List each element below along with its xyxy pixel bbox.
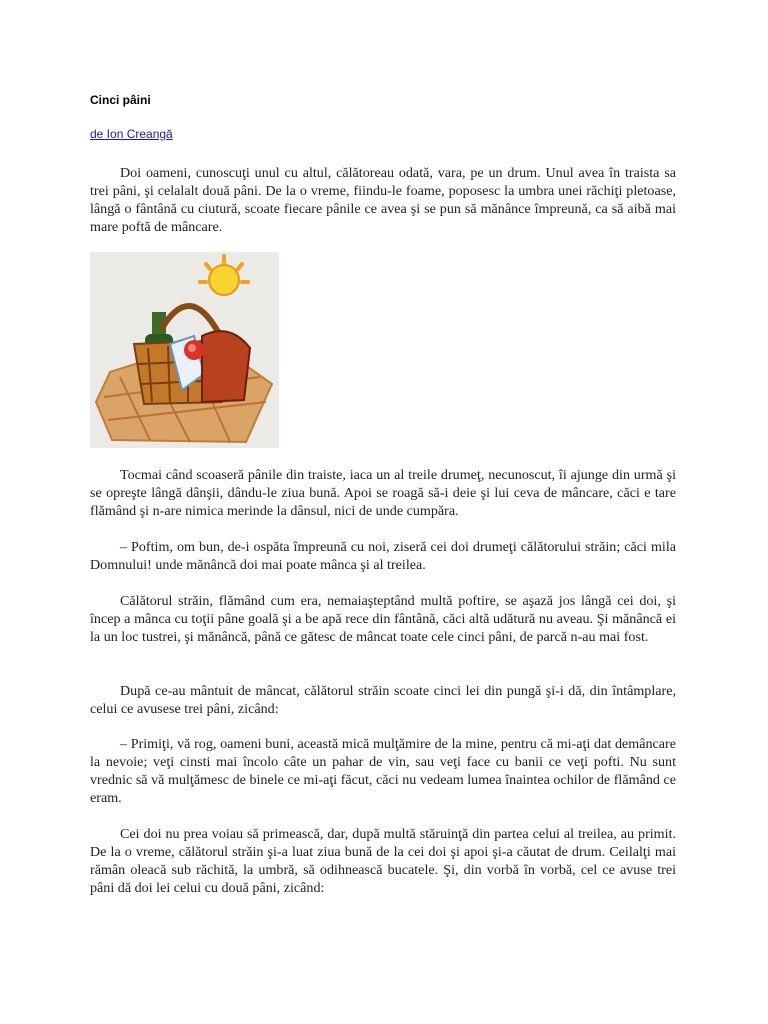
- paragraph-5: După ce-au mântuit de mâncat, călătorul străin scoate cinci lei din pungă şi-i dă, din întâmplare, celui ce avusese trei pâni, zicând:: [90, 683, 676, 717]
- picnic-basket-illustration: [90, 252, 279, 448]
- author-link[interactable]: de Ion Creangă: [90, 127, 173, 141]
- paragraph-6: – Primiţi, vă rog, oameni buni, această mică mulţămire de la mine, pentru că mi-aţi dat demâncare la nevoie; veţi cinsti mai încolo câte un pahar de vin, sau veţi face cu banii ce veţi pofti. Nu sunt vrednic să vă mulţămesc de binele ce mi-aţi făcut, căci nu vedeam lumea înaintea ochilor de flămând ce eram.: [90, 736, 676, 806]
- paragraph-7: Cei doi nu prea voiau să primească, dar, după multă stăruinţă din partea celui al treilea, au primit. De la o vreme, călătorul străin şi-a luat ziua bună de la cei doi şi apoi şi-a căutat de drum. Ceilalţi mai rămân oleacă sub răchită, la umbră, să odihnească bucatele. Şi, din vorbă în vorbă, cel ce avuse trei pâni dă doi lei celui cu două pâni, zicând:: [90, 826, 676, 896]
- paragraph-1: Doi oameni, cunoscuţi unul cu altul, călătoreau odată, vara, pe un drum. Unul avea în traista sa trei pâni, şi celalalt două pâni. De la o vreme, fiindu-le foame, poposesc la umbra unei răchiţi pletoase, lângă o fântână cu ciutură, scoate fiecare pânile ce avea şi se pun să mănânce împreună, ca să aibă mai mare poftă de mâncare.: [90, 165, 676, 235]
- paragraph-4: Călătorul străin, flămând cum era, nemaiaşteptând multă poftire, se aşază jos lângă cei doi, şi încep a mânca cu toţii pâne goală şi a be apă rece din fântână, căci altă udătură nu aveau. Şi mănâncă ei la un loc tustrei, şi mănâncă, până ce gătesc de mâncat toate cele cinci pâni, de parcă n-au mai fost.: [90, 593, 676, 645]
- paragraph-3: – Poftim, om bun, de-i ospăta împreună cu noi, ziseră cei doi drumeţi călătorului străin; căci mila Domnului! unde mănâncă doi mai poate mânca şi al treilea.: [90, 539, 676, 573]
- paragraph-2: Tocmai când scoaseră pânile din traiste, iaca un al treile drumeţ, necunoscut, îi ajunge din urmă şi se opreşte lângă dânşii, dându-le ziua bună. Apoi se roagă să-i deie şi lui ceva de mâncare, căci e tare flămând şi n-are nimica merinde la dânsul, nici de unde cumpăra.: [90, 467, 676, 519]
- document-title: Cinci pâini: [90, 93, 151, 107]
